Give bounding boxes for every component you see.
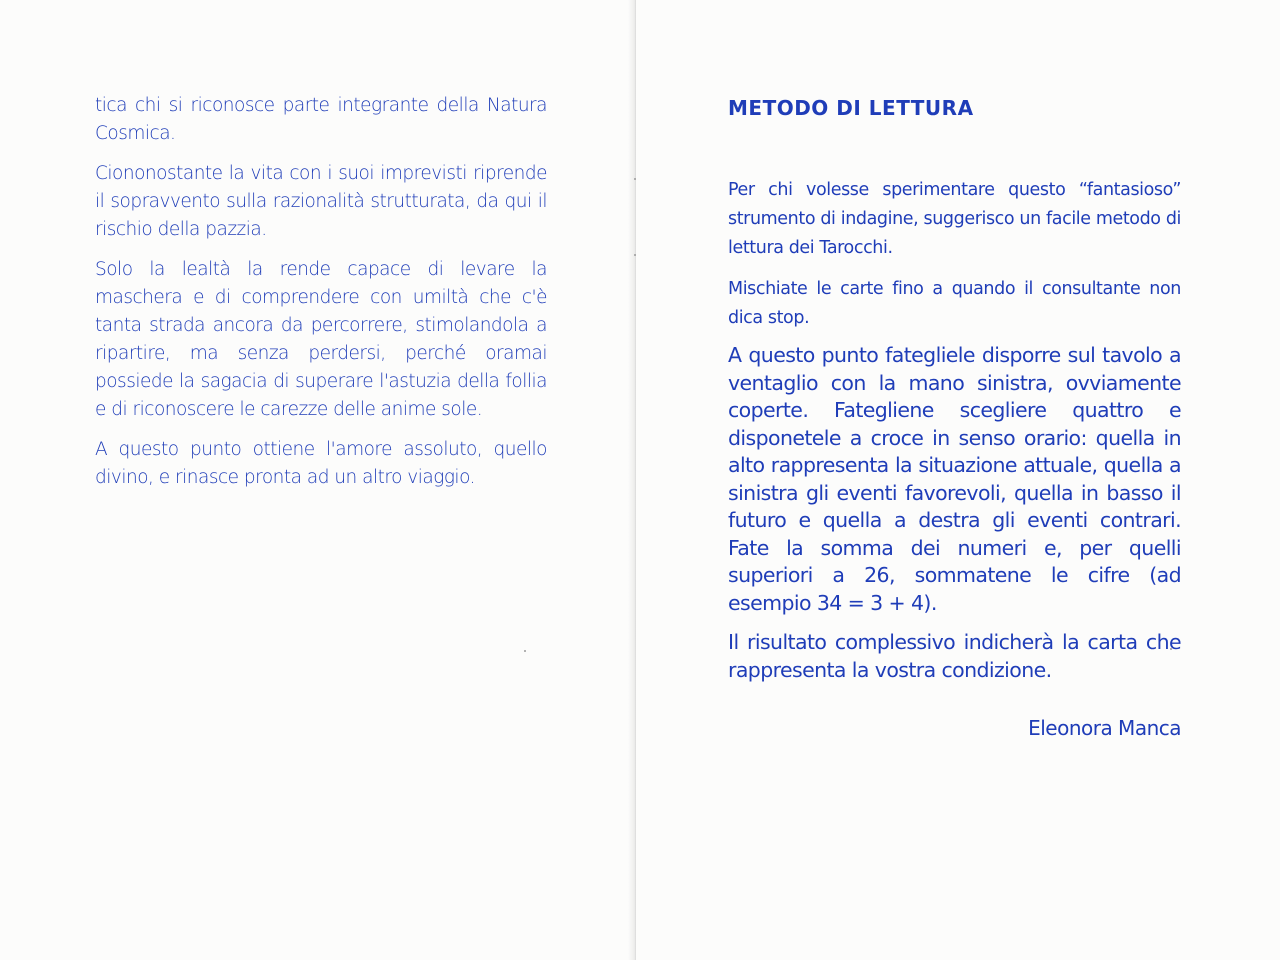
left-page-text (95, 92, 547, 504)
paper-speck (634, 254, 636, 256)
left-page (0, 0, 636, 960)
left-paragraph-4: A questo punto ottiene l'amore assoluto, quello divino, e rinasce pronta ad un altro viaggio. (95, 439, 547, 488)
right-intro-paragraph-2: Mischiate le carte fino a quando il consultante non dica stop. (728, 279, 1181, 328)
right-main-paragraph-1: A questo punto fategliele disporre sul tavolo a ventaglio con la mano sinistra, ovviamente coperte. Fategliene scegliere quattro e disponetele a croce in senso orario: quella in alto rappresenta la situazione attuale, quella a sinistra gli eventi favorevoli, quella in basso il futuro e quella a destra gli eventi contrari. Fate la somma dei numeri e, per quelli superiori a 26, sommatene le cifre (ad esempio 34 = 3 + 4). (728, 343, 1181, 615)
author-signature: Eleonora Manca (1028, 716, 1181, 740)
right-intro-text (728, 176, 1181, 345)
right-main-paragraph-2: Il risultato complessivo indicherà la carta che rappresenta la vostra condizione. (728, 630, 1181, 682)
paper-speck (524, 650, 526, 652)
left-paragraph-1: tica chi si riconosce parte integrante della Natura Cosmica. (95, 95, 547, 144)
left-paragraph-2: Ciononostante la vita con i suoi imprevisti riprende il sopravvento sulla razionalità strutturata, da qui il rischio della pazzia. (95, 163, 547, 240)
left-paragraph-3: Solo la lealtà la rende capace di levare la maschera e di comprendere con umiltà che c'è tanta strada ancora da percorrere, stimolandola a ripartire, ma senza perdersi, perché oramai possiede la sagacia di superare l'astuzia della follia e di riconoscere le carezze delle anime sole. (95, 259, 547, 420)
section-heading: METODO DI LETTURA (728, 96, 974, 120)
right-main-text (728, 342, 1181, 696)
right-intro-paragraph-1: Per chi volesse sperimentare questo “fantasioso” strumento di indagine, suggerisco un facile metodo di lettura dei Tarocchi. (728, 180, 1181, 258)
paper-speck (634, 178, 636, 180)
